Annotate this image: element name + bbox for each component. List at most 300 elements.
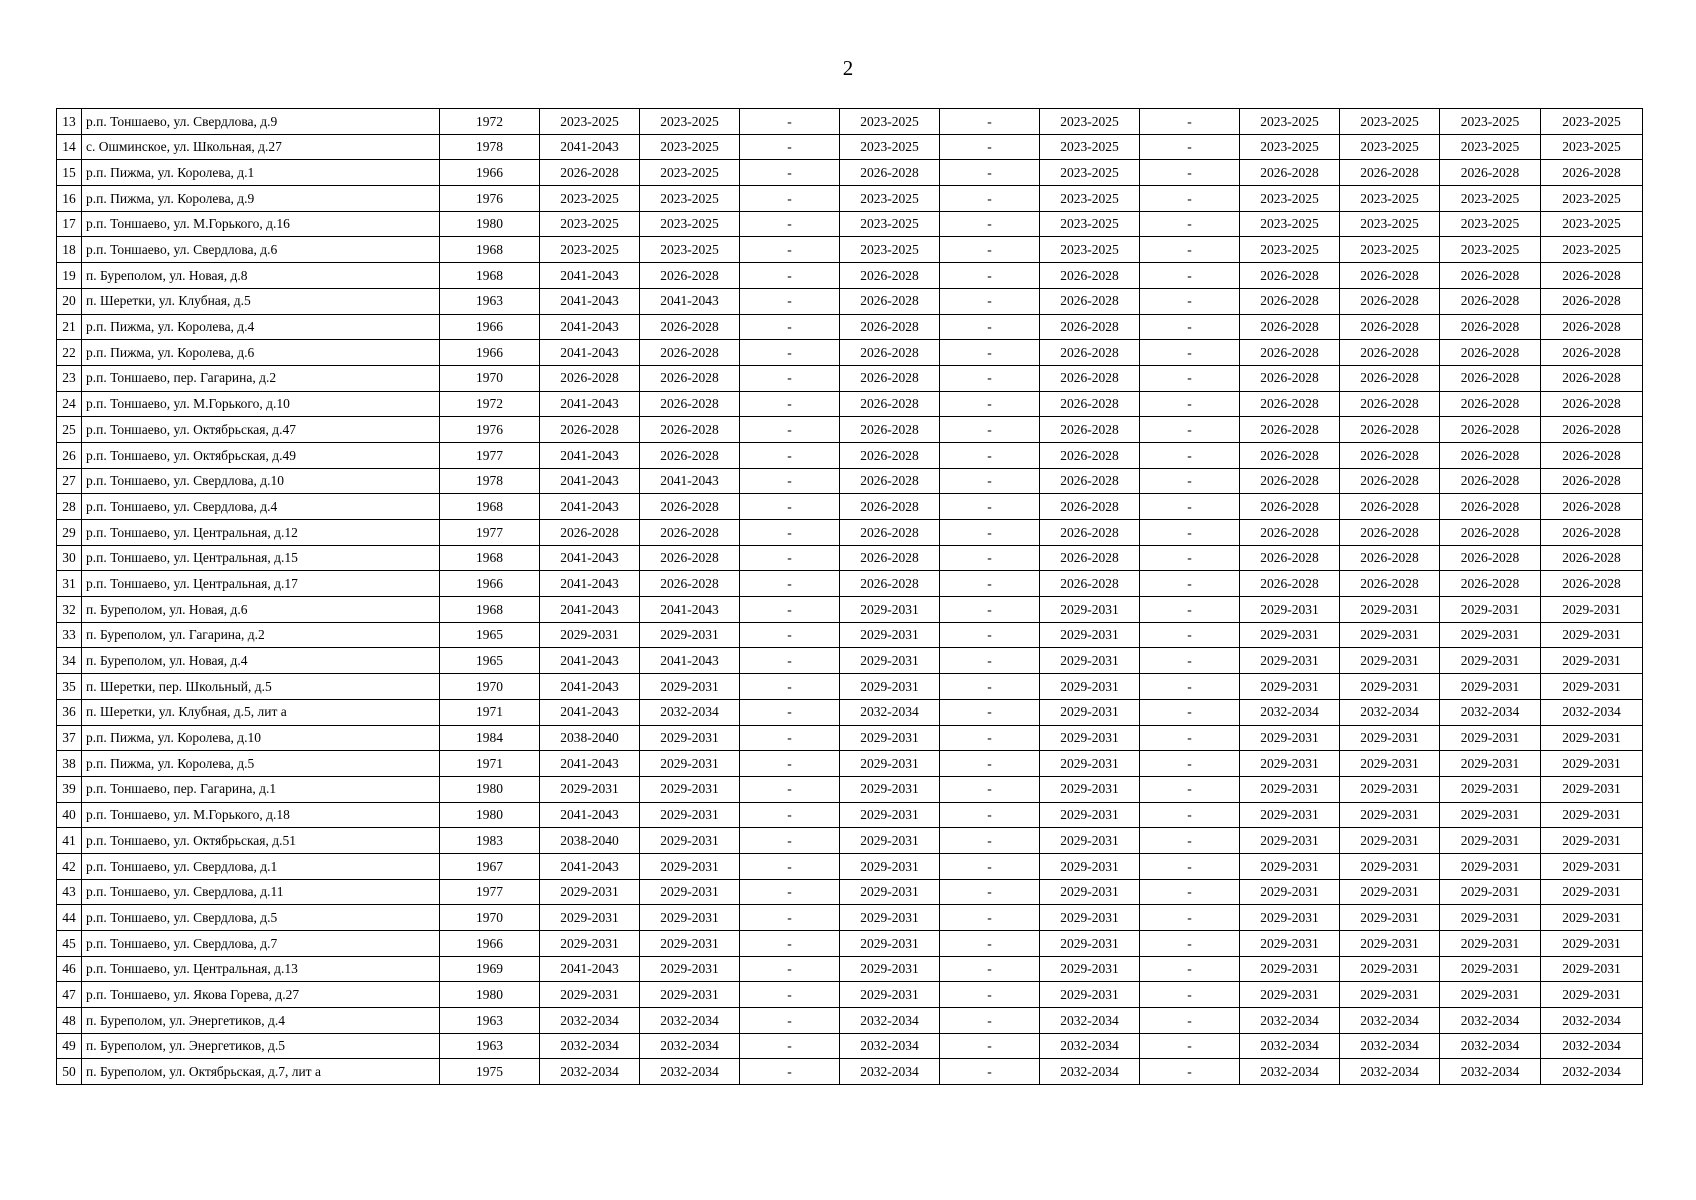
period-cell: - — [940, 417, 1040, 443]
period-cell: - — [740, 699, 840, 725]
period-cell: 2029-2031 — [1440, 982, 1541, 1008]
period-cell: 2029-2031 — [1240, 905, 1340, 931]
period-cell: - — [940, 468, 1040, 494]
period-cell: - — [940, 725, 1040, 751]
period-cell: - — [740, 288, 840, 314]
row-number: 48 — [57, 1008, 82, 1034]
address-cell: р.п. Тоншаево, ул. Свердлова, д.7 — [82, 931, 440, 957]
period-cell: 2026-2028 — [640, 314, 740, 340]
row-number: 49 — [57, 1033, 82, 1059]
period-cell: 2026-2028 — [640, 391, 740, 417]
year-cell: 1980 — [440, 776, 540, 802]
period-cell: 2026-2028 — [640, 494, 740, 520]
period-cell: - — [940, 597, 1040, 623]
period-cell: 2026-2028 — [1541, 494, 1643, 520]
year-cell: 1977 — [440, 879, 540, 905]
period-cell: - — [940, 699, 1040, 725]
period-cell: 2026-2028 — [1541, 442, 1643, 468]
period-cell: 2029-2031 — [640, 905, 740, 931]
period-cell: - — [940, 186, 1040, 212]
period-cell: 2041-2043 — [540, 391, 640, 417]
period-cell: 2029-2031 — [1040, 802, 1140, 828]
year-cell: 1980 — [440, 802, 540, 828]
period-cell: 2026-2028 — [1541, 571, 1643, 597]
period-cell: - — [940, 751, 1040, 777]
row-number: 13 — [57, 109, 82, 135]
period-cell: 2026-2028 — [540, 417, 640, 443]
period-cell: - — [1140, 853, 1240, 879]
period-cell: - — [1140, 211, 1240, 237]
period-cell: 2023-2025 — [1541, 237, 1643, 263]
period-cell: 2026-2028 — [1040, 417, 1140, 443]
period-cell: 2026-2028 — [1440, 442, 1541, 468]
address-cell: р.п. Тоншаево, ул. Свердлова, д.6 — [82, 237, 440, 263]
row-number: 16 — [57, 186, 82, 212]
period-cell: 2029-2031 — [1240, 751, 1340, 777]
period-cell: - — [1140, 109, 1240, 135]
period-cell: 2023-2025 — [1240, 109, 1340, 135]
period-cell: 2026-2028 — [1440, 571, 1541, 597]
row-number: 21 — [57, 314, 82, 340]
year-cell: 1967 — [440, 853, 540, 879]
year-cell: 1968 — [440, 263, 540, 289]
period-cell: 2032-2034 — [1440, 1008, 1541, 1034]
period-cell: 2023-2025 — [1240, 186, 1340, 212]
period-cell: 2026-2028 — [1040, 520, 1140, 546]
period-cell: 2041-2043 — [540, 468, 640, 494]
row-number: 37 — [57, 725, 82, 751]
period-cell: 2041-2043 — [540, 571, 640, 597]
period-cell: 2023-2025 — [1440, 237, 1541, 263]
period-cell: 2032-2034 — [640, 699, 740, 725]
period-cell: - — [1140, 931, 1240, 957]
period-cell: 2029-2031 — [1040, 648, 1140, 674]
address-cell: р.п. Тоншаево, ул. Центральная, д.17 — [82, 571, 440, 597]
period-cell: 2023-2025 — [640, 109, 740, 135]
period-cell: 2041-2043 — [540, 802, 640, 828]
table-row — [57, 494, 1643, 520]
row-number: 18 — [57, 237, 82, 263]
period-cell: 2029-2031 — [840, 776, 940, 802]
table-row — [57, 391, 1643, 417]
period-cell: 2026-2028 — [1541, 520, 1643, 546]
period-cell: - — [740, 853, 840, 879]
table-row — [57, 520, 1643, 546]
row-number: 29 — [57, 520, 82, 546]
period-cell: - — [1140, 1059, 1240, 1085]
address-cell: р.п. Тоншаево, ул. Центральная, д.12 — [82, 520, 440, 546]
address-cell: р.п. Пижма, ул. Королева, д.9 — [82, 186, 440, 212]
period-cell: - — [940, 1059, 1040, 1085]
period-cell: 2023-2025 — [1541, 134, 1643, 160]
period-cell: 2026-2028 — [1440, 391, 1541, 417]
period-cell: 2023-2025 — [540, 237, 640, 263]
period-cell: 2029-2031 — [840, 725, 940, 751]
period-cell: 2029-2031 — [540, 879, 640, 905]
period-cell: 2023-2025 — [640, 237, 740, 263]
period-cell: 2029-2031 — [1040, 776, 1140, 802]
period-cell: 2026-2028 — [1240, 442, 1340, 468]
period-cell: 2029-2031 — [640, 674, 740, 700]
period-cell: 2026-2028 — [1240, 314, 1340, 340]
period-cell: 2023-2025 — [1440, 109, 1541, 135]
period-cell: 2029-2031 — [540, 776, 640, 802]
period-cell: - — [740, 468, 840, 494]
period-cell: 2029-2031 — [1240, 674, 1340, 700]
year-cell: 1969 — [440, 956, 540, 982]
period-cell: - — [740, 340, 840, 366]
period-cell: 2023-2025 — [1340, 211, 1440, 237]
period-cell: - — [740, 520, 840, 546]
period-cell: 2023-2025 — [1340, 186, 1440, 212]
period-cell: - — [740, 134, 840, 160]
period-cell: 2023-2025 — [1541, 211, 1643, 237]
period-cell: 2026-2028 — [1541, 468, 1643, 494]
period-cell: 2041-2043 — [540, 288, 640, 314]
address-cell: р.п. Пижма, ул. Королева, д.10 — [82, 725, 440, 751]
row-number: 22 — [57, 340, 82, 366]
period-cell: - — [740, 571, 840, 597]
period-cell: 2029-2031 — [1440, 648, 1541, 674]
period-cell: 2026-2028 — [1340, 340, 1440, 366]
period-cell: 2023-2025 — [540, 109, 640, 135]
period-cell: 2029-2031 — [1040, 622, 1140, 648]
period-cell: 2026-2028 — [640, 365, 740, 391]
period-cell: 2026-2028 — [1541, 545, 1643, 571]
period-cell: 2029-2031 — [840, 853, 940, 879]
period-cell: 2029-2031 — [1440, 905, 1541, 931]
period-cell: 2041-2043 — [540, 699, 640, 725]
period-cell: 2029-2031 — [840, 802, 940, 828]
period-cell: 2029-2031 — [1240, 982, 1340, 1008]
year-cell: 1980 — [440, 211, 540, 237]
period-cell: 2029-2031 — [540, 905, 640, 931]
table-row — [57, 622, 1643, 648]
address-cell: п. Буреполом, ул. Гагарина, д.2 — [82, 622, 440, 648]
period-cell: 2026-2028 — [540, 365, 640, 391]
address-cell: р.п. Тоншаево, ул. Свердлова, д.10 — [82, 468, 440, 494]
period-cell: 2026-2028 — [1440, 468, 1541, 494]
period-cell: 2032-2034 — [1240, 699, 1340, 725]
period-cell: 2029-2031 — [1040, 699, 1140, 725]
period-cell: 2026-2028 — [1040, 288, 1140, 314]
period-cell: 2029-2031 — [1541, 956, 1643, 982]
table-row — [57, 314, 1643, 340]
period-cell: 2029-2031 — [1240, 725, 1340, 751]
period-cell: 2026-2028 — [1340, 545, 1440, 571]
table-row — [57, 237, 1643, 263]
period-cell: 2032-2034 — [540, 1059, 640, 1085]
row-number: 34 — [57, 648, 82, 674]
period-cell: - — [740, 931, 840, 957]
period-cell: 2026-2028 — [1541, 160, 1643, 186]
period-cell: 2029-2031 — [1240, 879, 1340, 905]
address-cell: р.п. Тоншаево, ул. Свердлова, д.9 — [82, 109, 440, 135]
period-cell: 2026-2028 — [640, 545, 740, 571]
period-cell: 2029-2031 — [640, 879, 740, 905]
period-cell: 2023-2025 — [840, 134, 940, 160]
period-cell: - — [940, 442, 1040, 468]
period-cell: 2029-2031 — [1541, 828, 1643, 854]
address-cell: р.п. Тоншаево, ул. М.Горького, д.10 — [82, 391, 440, 417]
year-cell: 1977 — [440, 442, 540, 468]
year-cell: 1972 — [440, 109, 540, 135]
period-cell: 2026-2028 — [1440, 494, 1541, 520]
period-cell: 2026-2028 — [1440, 365, 1541, 391]
period-cell: - — [740, 956, 840, 982]
period-cell: 2026-2028 — [1340, 263, 1440, 289]
period-cell: - — [940, 648, 1040, 674]
period-cell: 2029-2031 — [1340, 828, 1440, 854]
period-cell: 2041-2043 — [540, 956, 640, 982]
period-cell: 2032-2034 — [640, 1033, 740, 1059]
period-cell: 2029-2031 — [1340, 802, 1440, 828]
period-cell: 2041-2043 — [540, 263, 640, 289]
period-cell: 2032-2034 — [1340, 699, 1440, 725]
period-cell: - — [940, 109, 1040, 135]
period-cell: - — [1140, 905, 1240, 931]
year-cell: 1976 — [440, 417, 540, 443]
period-cell: 2029-2031 — [1541, 802, 1643, 828]
period-cell: 2029-2031 — [640, 982, 740, 1008]
period-cell: 2029-2031 — [1440, 776, 1541, 802]
period-cell: 2029-2031 — [1440, 828, 1541, 854]
period-cell: 2029-2031 — [1040, 597, 1140, 623]
table-row — [57, 340, 1643, 366]
period-cell: - — [1140, 186, 1240, 212]
period-cell: - — [940, 237, 1040, 263]
period-cell: 2026-2028 — [1240, 263, 1340, 289]
year-cell: 1970 — [440, 365, 540, 391]
period-cell: 2032-2034 — [1240, 1059, 1340, 1085]
period-cell: - — [1140, 674, 1240, 700]
period-cell: 2023-2025 — [1541, 186, 1643, 212]
period-cell: - — [740, 391, 840, 417]
period-cell: 2032-2034 — [1440, 1059, 1541, 1085]
table-row — [57, 674, 1643, 700]
row-number: 42 — [57, 853, 82, 879]
table-row — [57, 109, 1643, 135]
row-number: 43 — [57, 879, 82, 905]
period-cell: 2041-2043 — [540, 545, 640, 571]
row-number: 45 — [57, 931, 82, 957]
period-cell: 2041-2043 — [640, 648, 740, 674]
period-cell: 2026-2028 — [1240, 417, 1340, 443]
year-cell: 1966 — [440, 571, 540, 597]
period-cell: 2032-2034 — [1340, 1033, 1440, 1059]
page-number: 2 — [842, 56, 854, 80]
table-row — [57, 134, 1643, 160]
period-cell: 2032-2034 — [1040, 1033, 1140, 1059]
period-cell: 2023-2025 — [1340, 134, 1440, 160]
year-cell: 1966 — [440, 340, 540, 366]
period-cell: 2029-2031 — [1440, 956, 1541, 982]
period-cell: 2026-2028 — [840, 314, 940, 340]
period-cell: 2023-2025 — [1040, 211, 1140, 237]
period-cell: - — [1140, 1008, 1240, 1034]
table-row — [57, 160, 1643, 186]
period-cell: 2032-2034 — [1440, 1033, 1541, 1059]
period-cell: 2041-2043 — [540, 674, 640, 700]
row-number: 47 — [57, 982, 82, 1008]
period-cell: 2032-2034 — [1541, 699, 1643, 725]
period-cell: 2029-2031 — [1340, 956, 1440, 982]
period-cell: - — [740, 1008, 840, 1034]
period-cell: 2026-2028 — [1040, 263, 1140, 289]
address-cell: п. Буреполом, ул. Новая, д.4 — [82, 648, 440, 674]
row-number: 23 — [57, 365, 82, 391]
table-row — [57, 853, 1643, 879]
period-cell: - — [740, 365, 840, 391]
period-cell: 2026-2028 — [640, 442, 740, 468]
period-cell: 2026-2028 — [1040, 340, 1140, 366]
year-cell: 1978 — [440, 134, 540, 160]
period-cell: 2026-2028 — [840, 545, 940, 571]
period-cell: 2041-2043 — [540, 314, 640, 340]
period-cell: 2029-2031 — [1541, 648, 1643, 674]
period-cell: - — [1140, 417, 1240, 443]
period-cell: 2023-2025 — [1240, 237, 1340, 263]
period-cell: 2029-2031 — [1340, 725, 1440, 751]
period-cell: 2023-2025 — [640, 160, 740, 186]
period-cell: 2029-2031 — [640, 751, 740, 777]
period-cell: - — [740, 442, 840, 468]
period-cell: 2026-2028 — [1541, 340, 1643, 366]
period-cell: 2023-2025 — [640, 186, 740, 212]
period-cell: 2026-2028 — [1340, 365, 1440, 391]
period-cell: 2023-2025 — [1440, 211, 1541, 237]
year-cell: 1976 — [440, 186, 540, 212]
period-cell: 2032-2034 — [1541, 1033, 1643, 1059]
period-cell: - — [740, 879, 840, 905]
row-number: 35 — [57, 674, 82, 700]
period-cell: 2029-2031 — [640, 725, 740, 751]
table-row — [57, 648, 1643, 674]
table-row — [57, 442, 1643, 468]
period-cell: 2032-2034 — [1040, 1059, 1140, 1085]
period-cell: 2029-2031 — [640, 853, 740, 879]
period-cell: 2023-2025 — [1040, 160, 1140, 186]
period-cell: 2029-2031 — [1541, 622, 1643, 648]
period-cell: 2026-2028 — [1541, 391, 1643, 417]
table-row — [57, 725, 1643, 751]
period-cell: 2026-2028 — [1240, 571, 1340, 597]
period-cell: 2026-2028 — [640, 340, 740, 366]
period-cell: 2041-2043 — [540, 751, 640, 777]
table-row — [57, 1059, 1643, 1085]
period-cell: 2041-2043 — [540, 442, 640, 468]
period-cell: 2026-2028 — [1440, 545, 1541, 571]
row-number: 25 — [57, 417, 82, 443]
period-cell: 2026-2028 — [1240, 545, 1340, 571]
period-cell: 2026-2028 — [1541, 417, 1643, 443]
period-cell: 2041-2043 — [540, 648, 640, 674]
period-cell: 2023-2025 — [1040, 186, 1140, 212]
period-cell: - — [940, 674, 1040, 700]
period-cell: 2026-2028 — [840, 494, 940, 520]
period-cell: 2032-2034 — [840, 1059, 940, 1085]
period-cell: 2029-2031 — [1541, 905, 1643, 931]
period-cell: - — [740, 1059, 840, 1085]
table-row — [57, 828, 1643, 854]
period-cell: 2023-2025 — [640, 211, 740, 237]
year-cell: 1977 — [440, 520, 540, 546]
period-cell: 2026-2028 — [1440, 288, 1541, 314]
period-cell: 2029-2031 — [1340, 931, 1440, 957]
row-number: 31 — [57, 571, 82, 597]
period-cell: 2029-2031 — [1240, 956, 1340, 982]
period-cell: 2029-2031 — [840, 674, 940, 700]
table-row — [57, 417, 1643, 443]
period-cell: - — [940, 776, 1040, 802]
address-cell: п. Буреполом, ул. Новая, д.6 — [82, 597, 440, 623]
period-cell: 2023-2025 — [1240, 134, 1340, 160]
period-cell: - — [940, 288, 1040, 314]
row-number: 20 — [57, 288, 82, 314]
period-cell: - — [1140, 391, 1240, 417]
period-cell: 2029-2031 — [640, 802, 740, 828]
period-cell: 2026-2028 — [1440, 263, 1541, 289]
address-cell: р.п. Тоншаево, ул. Центральная, д.13 — [82, 956, 440, 982]
period-cell: - — [740, 237, 840, 263]
row-number: 41 — [57, 828, 82, 854]
row-number: 44 — [57, 905, 82, 931]
period-cell: 2029-2031 — [1240, 776, 1340, 802]
period-cell: 2026-2028 — [840, 391, 940, 417]
period-cell: 2029-2031 — [1340, 905, 1440, 931]
address-cell: п. Буреполом, ул. Энергетиков, д.5 — [82, 1033, 440, 1059]
period-cell: - — [1140, 468, 1240, 494]
period-cell: 2026-2028 — [1340, 442, 1440, 468]
period-cell: - — [740, 828, 840, 854]
period-cell: - — [1140, 597, 1240, 623]
period-cell: 2029-2031 — [1340, 751, 1440, 777]
period-cell: 2026-2028 — [1541, 314, 1643, 340]
address-cell: р.п. Тоншаево, ул. Якова Горева, д.27 — [82, 982, 440, 1008]
period-cell: 2032-2034 — [540, 1008, 640, 1034]
address-cell: р.п. Тоншаево, ул. Свердлова, д.4 — [82, 494, 440, 520]
year-cell: 1966 — [440, 931, 540, 957]
period-cell: 2029-2031 — [840, 597, 940, 623]
period-cell: 2026-2028 — [1440, 340, 1541, 366]
address-cell: р.п. Тоншаево, ул. Октябрьская, д.51 — [82, 828, 440, 854]
period-cell: 2029-2031 — [540, 982, 640, 1008]
period-cell: 2026-2028 — [1440, 160, 1541, 186]
period-cell: - — [940, 545, 1040, 571]
period-cell: 2026-2028 — [840, 417, 940, 443]
period-cell: 2029-2031 — [1040, 853, 1140, 879]
period-cell: - — [740, 186, 840, 212]
period-cell: - — [1140, 494, 1240, 520]
year-cell: 1966 — [440, 314, 540, 340]
period-cell: 2023-2025 — [1340, 109, 1440, 135]
period-cell: - — [1140, 442, 1240, 468]
period-cell: 2032-2034 — [840, 1033, 940, 1059]
period-cell: 2026-2028 — [1240, 391, 1340, 417]
period-cell: - — [1140, 879, 1240, 905]
period-cell: 2026-2028 — [1040, 391, 1140, 417]
period-cell: - — [740, 982, 840, 1008]
period-cell: 2029-2031 — [1440, 751, 1541, 777]
period-cell: - — [940, 160, 1040, 186]
period-cell: - — [1140, 982, 1240, 1008]
period-cell: 2032-2034 — [1240, 1033, 1340, 1059]
row-number: 27 — [57, 468, 82, 494]
table-row — [57, 751, 1643, 777]
year-cell: 1965 — [440, 622, 540, 648]
period-cell: - — [940, 931, 1040, 957]
period-cell: 2029-2031 — [1040, 931, 1140, 957]
